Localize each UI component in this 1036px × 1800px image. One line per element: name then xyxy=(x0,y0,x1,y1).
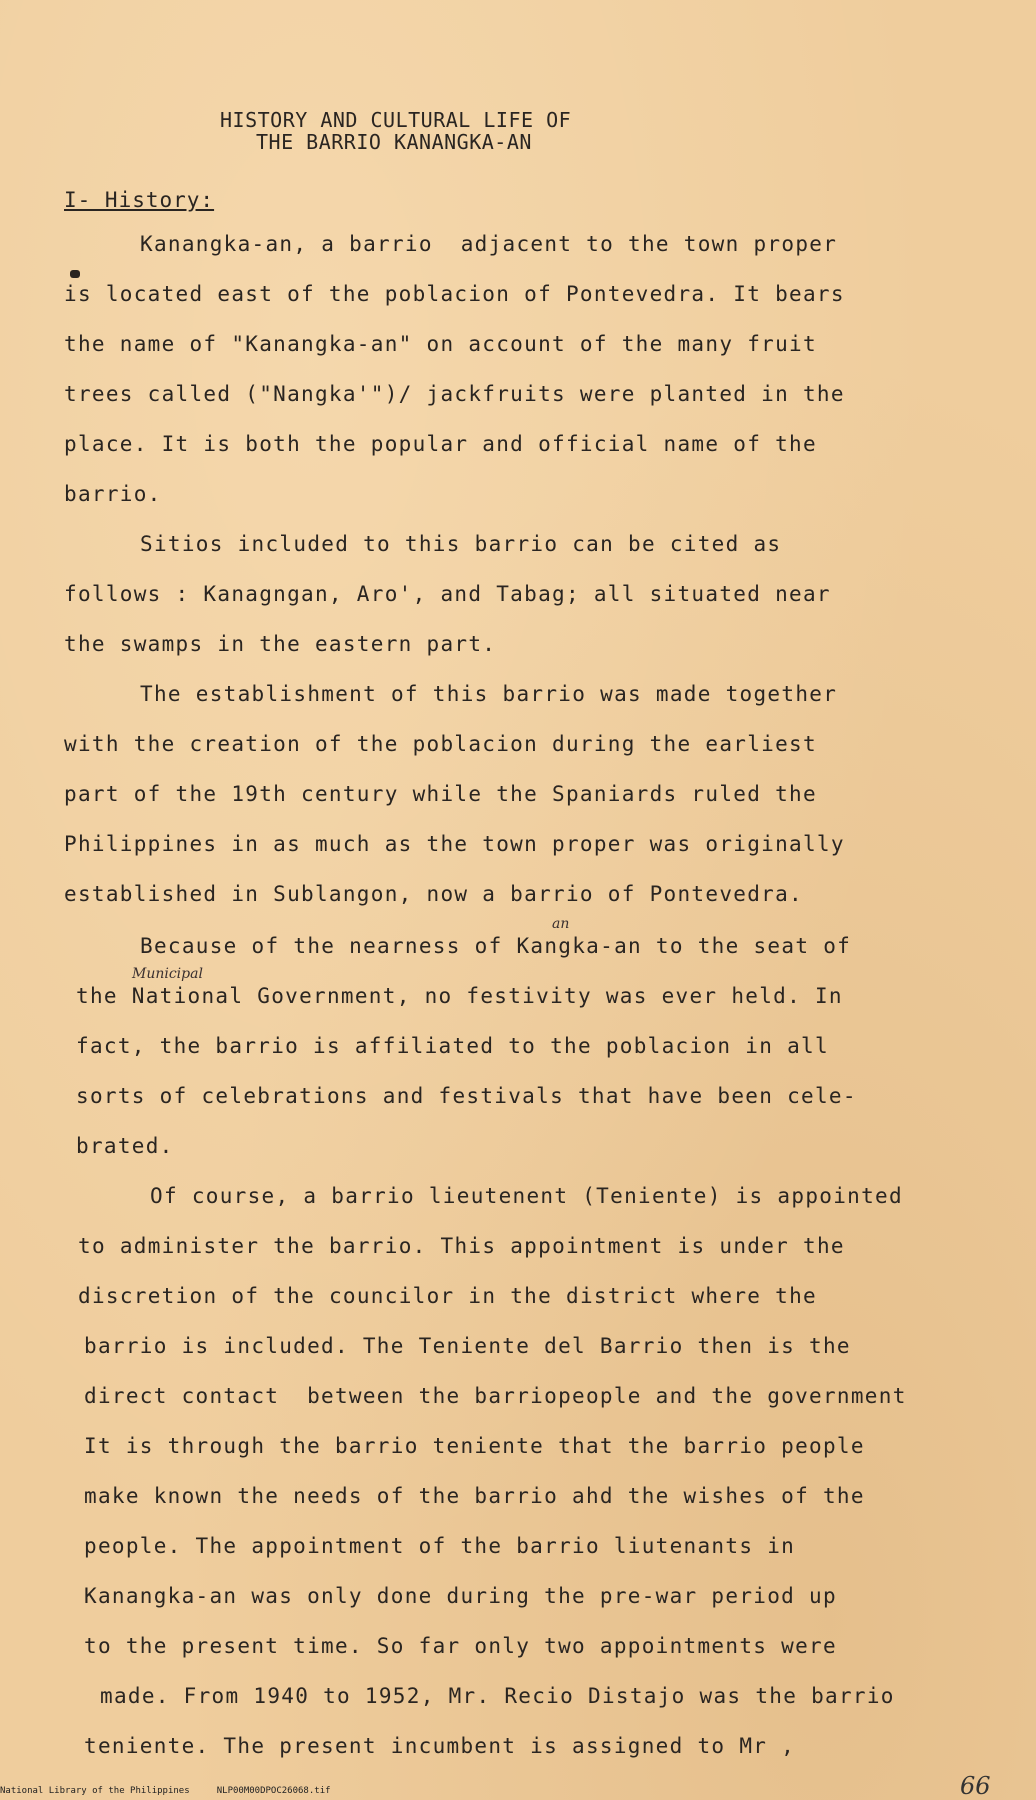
text-line: with the creation of the poblacion during the earliest xyxy=(64,732,817,756)
text-line: discretion of the councilor in the district where the xyxy=(78,1284,817,1308)
text-line: barrio is included. The Teniente del Barrio then is the xyxy=(84,1334,851,1358)
text-line: Sitios included to this barrio can be cited as xyxy=(140,532,782,556)
archive-footer: National Library of the Philippines NLP00M00DPOC26068.tif xyxy=(0,1786,331,1796)
text-line: people. The appointment of the barrio liutenants in xyxy=(84,1534,796,1558)
section-heading: I- History: xyxy=(64,188,215,212)
handwritten-municipal: Municipal xyxy=(132,966,203,982)
text-line: is located east of the poblacion of Pontevedra. It bears xyxy=(64,282,845,306)
text-line: established in Sublangon, now a barrio of Pontevedra. xyxy=(64,882,803,906)
text-line: the name of "Kanangka-an" on account of the many fruit xyxy=(64,332,817,356)
document-title-line-2: THE BARRIO KANANGKA-AN xyxy=(256,130,532,154)
document-title-line-1: HISTORY AND CULTURAL LIFE OF xyxy=(220,108,572,132)
text-line: Kanangka-an was only done during the pre-war period up xyxy=(84,1584,837,1608)
text-line: The establishment of this barrio was made together xyxy=(140,682,838,706)
ink-smudge xyxy=(70,270,80,278)
text-line: sorts of celebrations and festivals that have been cele- xyxy=(76,1084,857,1108)
text-line: to the present time. So far only two appointments were xyxy=(84,1634,837,1658)
text-line: fact, the barrio is affiliated to the poblacion in all xyxy=(76,1034,829,1058)
text-line: It is through the barrio teniente that the barrio people xyxy=(84,1434,865,1458)
text-line: Philippines in as much as the town proper was originally xyxy=(64,832,845,856)
text-line: barrio. xyxy=(64,482,162,506)
text-line: Kanangka-an, a barrio adjacent to the town proper xyxy=(140,232,838,256)
text-line: made. From 1940 to 1952, Mr. Recio Distajo was the barrio xyxy=(100,1684,895,1708)
handwritten-insert-an: an xyxy=(552,916,570,932)
text-line: to administer the barrio. This appointment is under the xyxy=(78,1234,845,1258)
text-line: part of the 19th century while the Spaniards ruled the xyxy=(64,782,817,806)
text-line: the National Government, no festivity was ever held. In xyxy=(76,984,843,1008)
text-line: the swamps in the eastern part. xyxy=(64,632,497,656)
page-number: 66 xyxy=(960,1772,991,1800)
text-line: Of course, a barrio lieutenent (Teniente) is appointed xyxy=(150,1184,903,1208)
text-line: trees called ("Nangka'")/ jackfruits were planted in the xyxy=(64,382,845,406)
text-line: direct contact between the barriopeople and the government xyxy=(84,1384,907,1408)
text-line: make known the needs of the barrio ahd the wishes of the xyxy=(84,1484,865,1508)
text-line: teniente. The present incumbent is assigned to Mr , xyxy=(84,1734,796,1758)
text-line: place. It is both the popular and official name of the xyxy=(64,432,817,456)
text-line: Because of the nearness of Kangka-an to the seat of xyxy=(140,934,852,958)
text-line: follows : Kanagngan, Aro', and Tabag; all situated near xyxy=(64,582,831,606)
text-line: brated. xyxy=(76,1134,174,1158)
